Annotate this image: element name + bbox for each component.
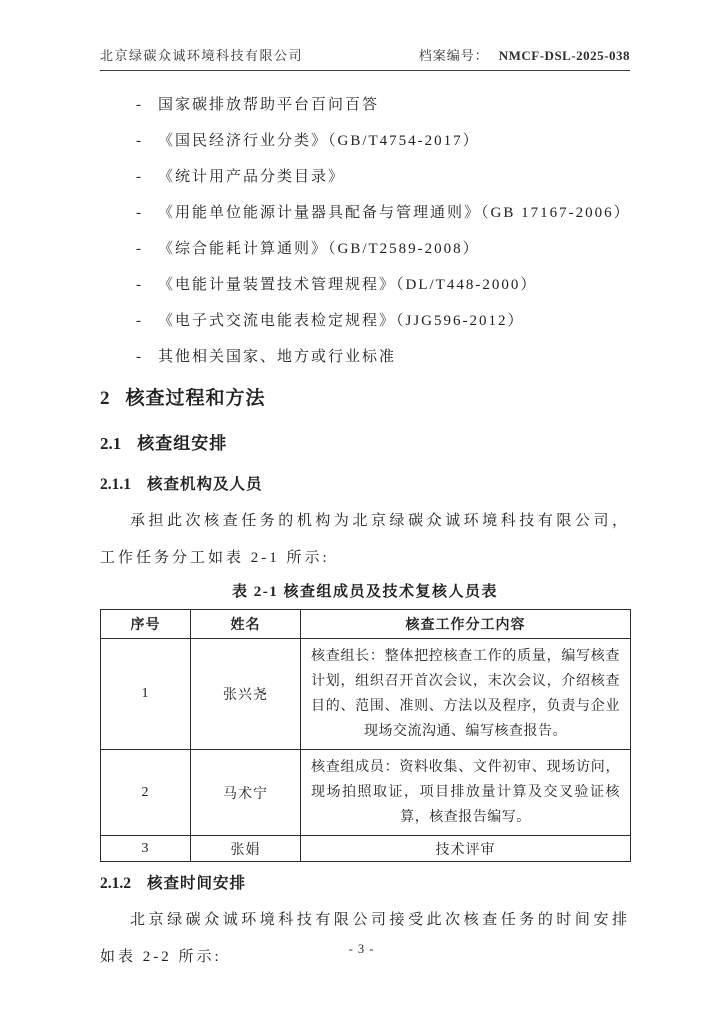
- section-title: 核查过程和方法: [125, 388, 266, 409]
- cell-no: 2: [101, 750, 191, 836]
- team-table: [100, 609, 631, 862]
- list-item-text: 《电子式交流电能表检定规程》（JJG596-2012）: [158, 313, 525, 329]
- cell-no: 1: [101, 639, 191, 750]
- cell-duty: 核查组成员：资料收集、文件初审、现场访问，现场拍照取证，项目排放量计算及交叉验证核算，核查报告编写。: [301, 750, 631, 836]
- list-bullet: -: [136, 205, 141, 221]
- list-item-text: 《统计用产品分类目录》: [158, 169, 346, 185]
- list-item: [136, 123, 630, 159]
- page-header: [100, 48, 630, 71]
- list-item: [136, 87, 630, 123]
- body-paragraph: 北京绿碳众诚环境科技有限公司接受此次核查任务的时间安排如表 2-2 所示:: [100, 912, 630, 965]
- list-bullet: -: [136, 133, 141, 149]
- section-heading-2: [100, 385, 630, 413]
- col-header-no: 序号: [101, 610, 191, 639]
- section-number: 2.1: [100, 434, 122, 453]
- section-heading-2-1: [100, 431, 630, 457]
- list-item: [136, 231, 630, 267]
- list-bullet: -: [136, 97, 141, 113]
- list-bullet: -: [136, 349, 141, 365]
- section-number: 2.1.1: [100, 476, 131, 493]
- list-item-text: 其他相关国家、地方或行业标准: [158, 349, 397, 365]
- list-bullet: -: [136, 169, 141, 185]
- section-heading-2-1-1: [100, 473, 630, 497]
- list-item-text: 《国民经济行业分类》（GB/T4754-2017）: [158, 133, 480, 149]
- archive-label: 档案编号：: [418, 48, 489, 63]
- table-row: [101, 639, 631, 750]
- section-title: 核查组安排: [137, 434, 228, 453]
- list-item-text: 《综合能耗计算通则》（GB/T2589-2008）: [158, 241, 480, 257]
- header-company-name: 北京绿碳众诚环境科技有限公司: [100, 48, 304, 63]
- header-archive: [419, 48, 630, 64]
- section-heading-2-1-2: [100, 872, 630, 896]
- section-title: 核查机构及人员: [147, 476, 263, 493]
- archive-number: NMCF-DSL-2025-038: [498, 48, 630, 63]
- list-bullet: -: [136, 313, 141, 329]
- col-header-duty: 核查工作分工内容: [301, 610, 631, 639]
- page-number: - 3 -: [348, 942, 375, 956]
- table-header-row: [101, 610, 631, 639]
- cell-name: 马术宁: [191, 750, 301, 836]
- list-bullet: -: [136, 241, 141, 257]
- list-item-text: 《用能单位能源计量器具配备与管理通则》（GB 17167-2006）: [158, 205, 631, 221]
- col-header-name: 姓名: [191, 610, 301, 639]
- list-item: [136, 195, 630, 231]
- list-item-text: 《电能计量装置技术管理规程》（DL/T448-2000）: [158, 277, 538, 293]
- cell-duty: 核查组长：整体把控核查工作的质量，编写核查计划，组织召开首次会议，末次会议，介绍核查目的、范围、准则、方法以及程序，负责与企业现场交流沟通、编写核查报告。: [301, 639, 631, 750]
- section-number: 2.1.2: [100, 875, 131, 892]
- reference-list: [100, 87, 630, 375]
- table-row: [101, 750, 631, 836]
- cell-name: 张兴尧: [191, 639, 301, 750]
- list-item-text: 国家碳排放帮助平台百问百答: [158, 97, 380, 113]
- table-caption: 表 2-1 核查组成员及技术复核人员表: [232, 584, 498, 600]
- list-bullet: -: [136, 277, 141, 293]
- section-number: 2: [100, 388, 110, 409]
- list-item: [136, 159, 630, 195]
- list-item: [136, 267, 630, 303]
- cell-no: 3: [101, 836, 191, 862]
- cell-name: 张娟: [191, 836, 301, 862]
- cell-duty: 技术评审: [301, 836, 631, 862]
- list-item: [136, 339, 630, 375]
- list-item: [136, 303, 630, 339]
- section-title: 核查时间安排: [147, 875, 247, 892]
- body-paragraph: 承担此次核查任务的机构为北京绿碳众诚环境科技有限公司，工作任务分工如表 2-1 所示:: [100, 513, 630, 566]
- table-row: [101, 836, 631, 862]
